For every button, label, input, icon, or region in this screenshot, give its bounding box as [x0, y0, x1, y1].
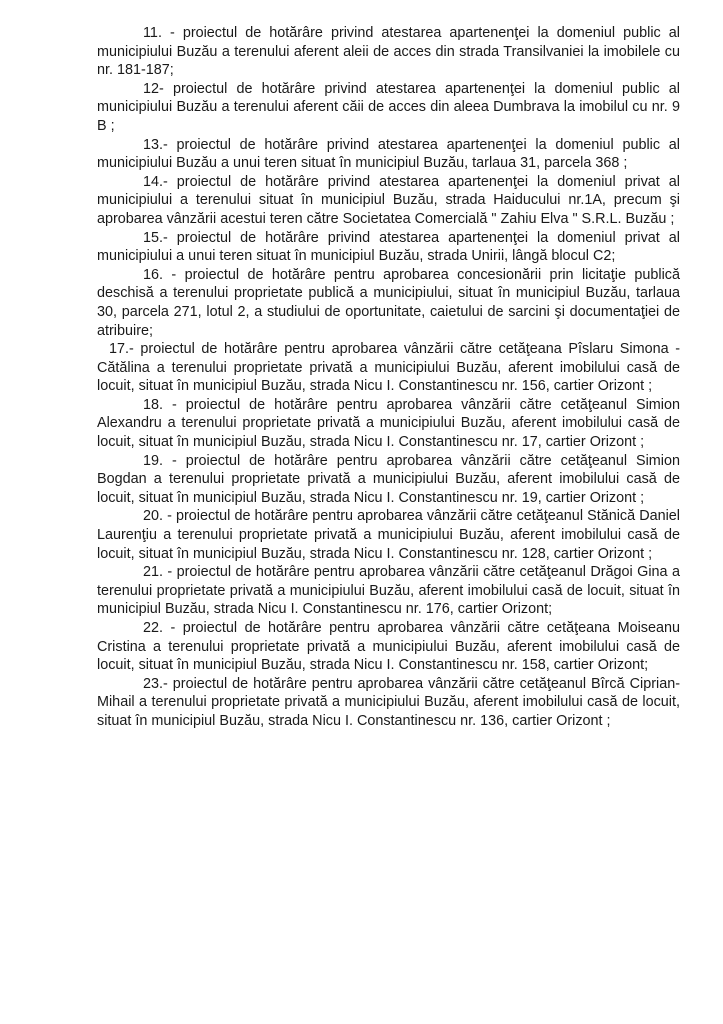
agenda-item-16: 16. - proiectul de hotărâre pentru aprobarea concesionării prin licitaţie publică deschisă a terenului proprietate publică a municipiului, situat în municipiul Buzău, tarlaua 30, parcela 271, lotul 2, a studiului de oportunitate, caietului de sarcini şi documentaţiei de atribuire; — [97, 266, 680, 339]
agenda-item-12: 12- proiectul de hotărâre privind atestarea apartenenţei la domeniul public al municipiului Buzău a terenului aferent căii de acces din aleea Dumbrava la imobilul cu nr. 9 B ; — [97, 80, 680, 134]
agenda-list — [97, 24, 680, 731]
agenda-item-22: 22. - proiectul de hotărâre pentru aprobarea vânzării către cetăţeana Moiseanu Cristina a terenului proprietate privată a municipiului Buzău, aferent imobilului casă de locuit, situat în municipiul Buzău, strada Nicu I. Constantinescu nr. 158, cartier Orizont; — [97, 620, 680, 674]
agenda-item-11: 11. - proiectul de hotărâre privind atestarea apartenenţei la domeniul public al municipiului Buzău a terenului aferent aleii de acces din strada Transilvaniei la imobilele cu nr. 181-187; — [97, 25, 680, 79]
agenda-item-15: 15.- proiectul de hotărâre privind atestarea apartenenţei la domeniul privat al municipiului a unui teren situat în municipiul Buzău, strada Unirii, lângă blocul C2; — [97, 229, 680, 265]
agenda-item-17: 17.- proiectul de hotărâre pentru aprobarea vânzării către cetăţeana Pîslaru Simona - Cătălina a terenului proprietate privată a municipiului Buzău, aferent imobilului casă de locuit, situat în municipiul Buzău, strada Nicu I. Constantinescu nr. 156, cartier Orizont ; — [97, 341, 680, 395]
agenda-item-18: 18. - proiectul de hotărâre pentru aprobarea vânzării către cetăţeanul Simion Alexandru a terenului proprietate privată a municipiului Buzău, aferent imobilului casă de locuit, situat în municipiul Buzău, strada Nicu I. Constantinescu nr. 17, cartier Orizont ; — [97, 396, 680, 451]
agenda-item-20: 20. - proiectul de hotărâre pentru aprobarea vânzării către cetăţeanul Stănică Daniel Laurenţiu a terenului proprietate privată a municipiului Buzău, aferent imobilului casă de locuit, situat în municipiul Buzău, strada Nicu I. Constantinescu nr. 128, cartier Orizont ; — [97, 508, 680, 562]
agenda-item-23: 23.- proiectul de hotărâre pentru aprobarea vânzării către cetăţeanul Bîrcă Ciprian-Mihail a terenului proprietate privată a municipiului Buzău, aferent imobilului casă de locuit, situat în municipiul Buzău, strada Nicu I. Constantinescu nr. 136, cartier Orizont ; — [97, 675, 680, 729]
agenda-item-21: 21. - proiectul de hotărâre pentru aprobarea vânzării către cetăţeanul Drăgoi Gina a terenului proprietate privată a municipiului Buzău, aferent imobilului casă de locuit, situat în municipiul Buzău, strada Nicu I. Constantinescu nr. 176, cartier Orizont; — [97, 564, 680, 618]
agenda-item-13: 13.- proiectul de hotărâre privind atestarea apartenenţei la domeniul public al municipiului Buzău a unui teren situat în municipiul Buzău, tarlaua 31, parcela 368 ; — [97, 136, 680, 172]
agenda-item-19: 19. - proiectul de hotărâre pentru aprobarea vânzării către cetăţeanul Simion Bogdan a terenului proprietate privată a municipiului Buzău, aferent imobilului casă de locuit, situat în municipiul Buzău, strada Nicu I. Constantinescu nr. 19, cartier Orizont ; — [97, 452, 680, 506]
agenda-item-14: 14.- proiectul de hotărâre privind atestarea apartenenţei la domeniul privat al municipiului a terenului situat în municipiul Buzău, strada Haiducului nr.1A, precum şi aprobarea vânzării acestui teren către Societatea Comercială " Zahiu Elva " S.R.L. Buzău ; — [97, 173, 680, 227]
